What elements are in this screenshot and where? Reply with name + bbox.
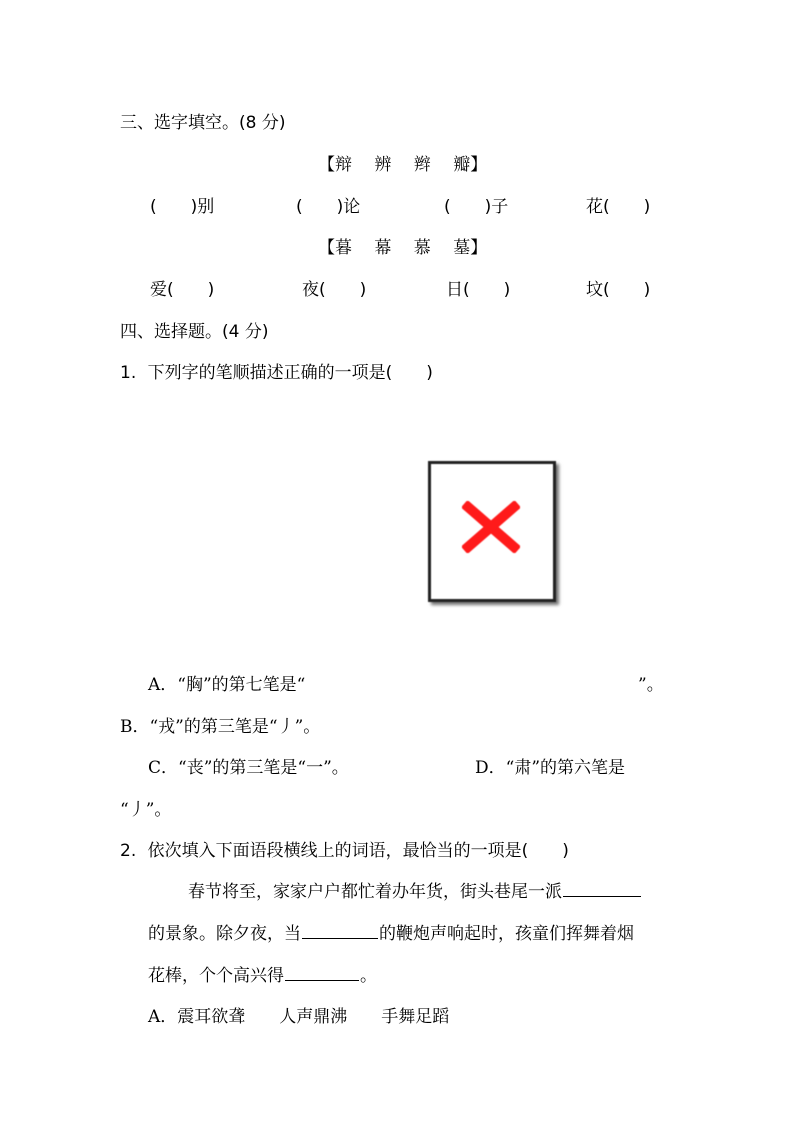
q1-option-d-line1: D．“肃”的第六笔是 xyxy=(475,758,626,778)
fill-blank-4: 花( ) xyxy=(586,197,651,217)
char-options-group-1: 【辩 辨 辫 瓣】 xyxy=(318,155,488,175)
passage-text: 春节将至，家家户户都忙着办年货，街头巷尾一派 xyxy=(188,882,562,902)
broken-image-icon xyxy=(428,461,556,602)
q1-option-a-prefix: A．“胸”的第七笔是“ xyxy=(148,675,306,695)
fill-blank-2: ( )论 xyxy=(296,197,361,217)
passage-text: 花棒，个个高兴得 xyxy=(148,966,284,986)
q1-option-a-suffix: ”。 xyxy=(638,675,664,695)
passage-line-1 xyxy=(188,877,642,902)
passage-text: 的鞭炮声响起时，孩童们挥舞着烟 xyxy=(379,924,634,944)
question-2 xyxy=(120,836,569,861)
fill-blank-8: 坟( ) xyxy=(586,280,651,300)
section-4-heading: 四、选择题。(4 分) xyxy=(120,322,269,342)
fill-blank-3: ( )子 xyxy=(444,197,509,217)
fill-blank-6: 夜( ) xyxy=(302,280,367,300)
answer-blank-3[interactable] xyxy=(285,979,359,981)
question-1 xyxy=(120,358,433,383)
question-number: 2. xyxy=(120,841,137,861)
fill-blank-5: 爱( ) xyxy=(150,280,215,300)
answer-blank-1[interactable] xyxy=(563,895,641,897)
passage-text: 。 xyxy=(360,966,377,986)
q2-option-a: A．震耳欲聋 人声鼎沸 手舞足蹈 xyxy=(148,1007,450,1027)
passage-line-3 xyxy=(148,961,377,986)
q1-option-d-line2: “丿”。 xyxy=(120,800,172,820)
fill-blank-1: ( )别 xyxy=(150,197,215,217)
question-stem: 依次填入下面语段横线上的词语，最恰当的一项是( ) xyxy=(147,841,569,861)
answer-blank-2[interactable] xyxy=(302,937,378,939)
q1-option-c: C．“丧”的第三笔是“一”。 xyxy=(148,758,349,778)
passage-line-2 xyxy=(148,919,634,944)
section-3-heading: 三、选字填空。(8 分) xyxy=(120,113,286,133)
char-options-group-2: 【暮 幕 慕 墓】 xyxy=(318,238,488,258)
question-number: 1. xyxy=(120,363,137,383)
fill-blank-7: 日( ) xyxy=(446,280,511,300)
question-stem: 下列字的笔顺描述正确的一项是( ) xyxy=(147,363,433,383)
q1-option-b: B．“戎”的第三笔是“丿”。 xyxy=(120,717,321,737)
passage-text: 的景象。除夕夜，当 xyxy=(148,924,301,944)
